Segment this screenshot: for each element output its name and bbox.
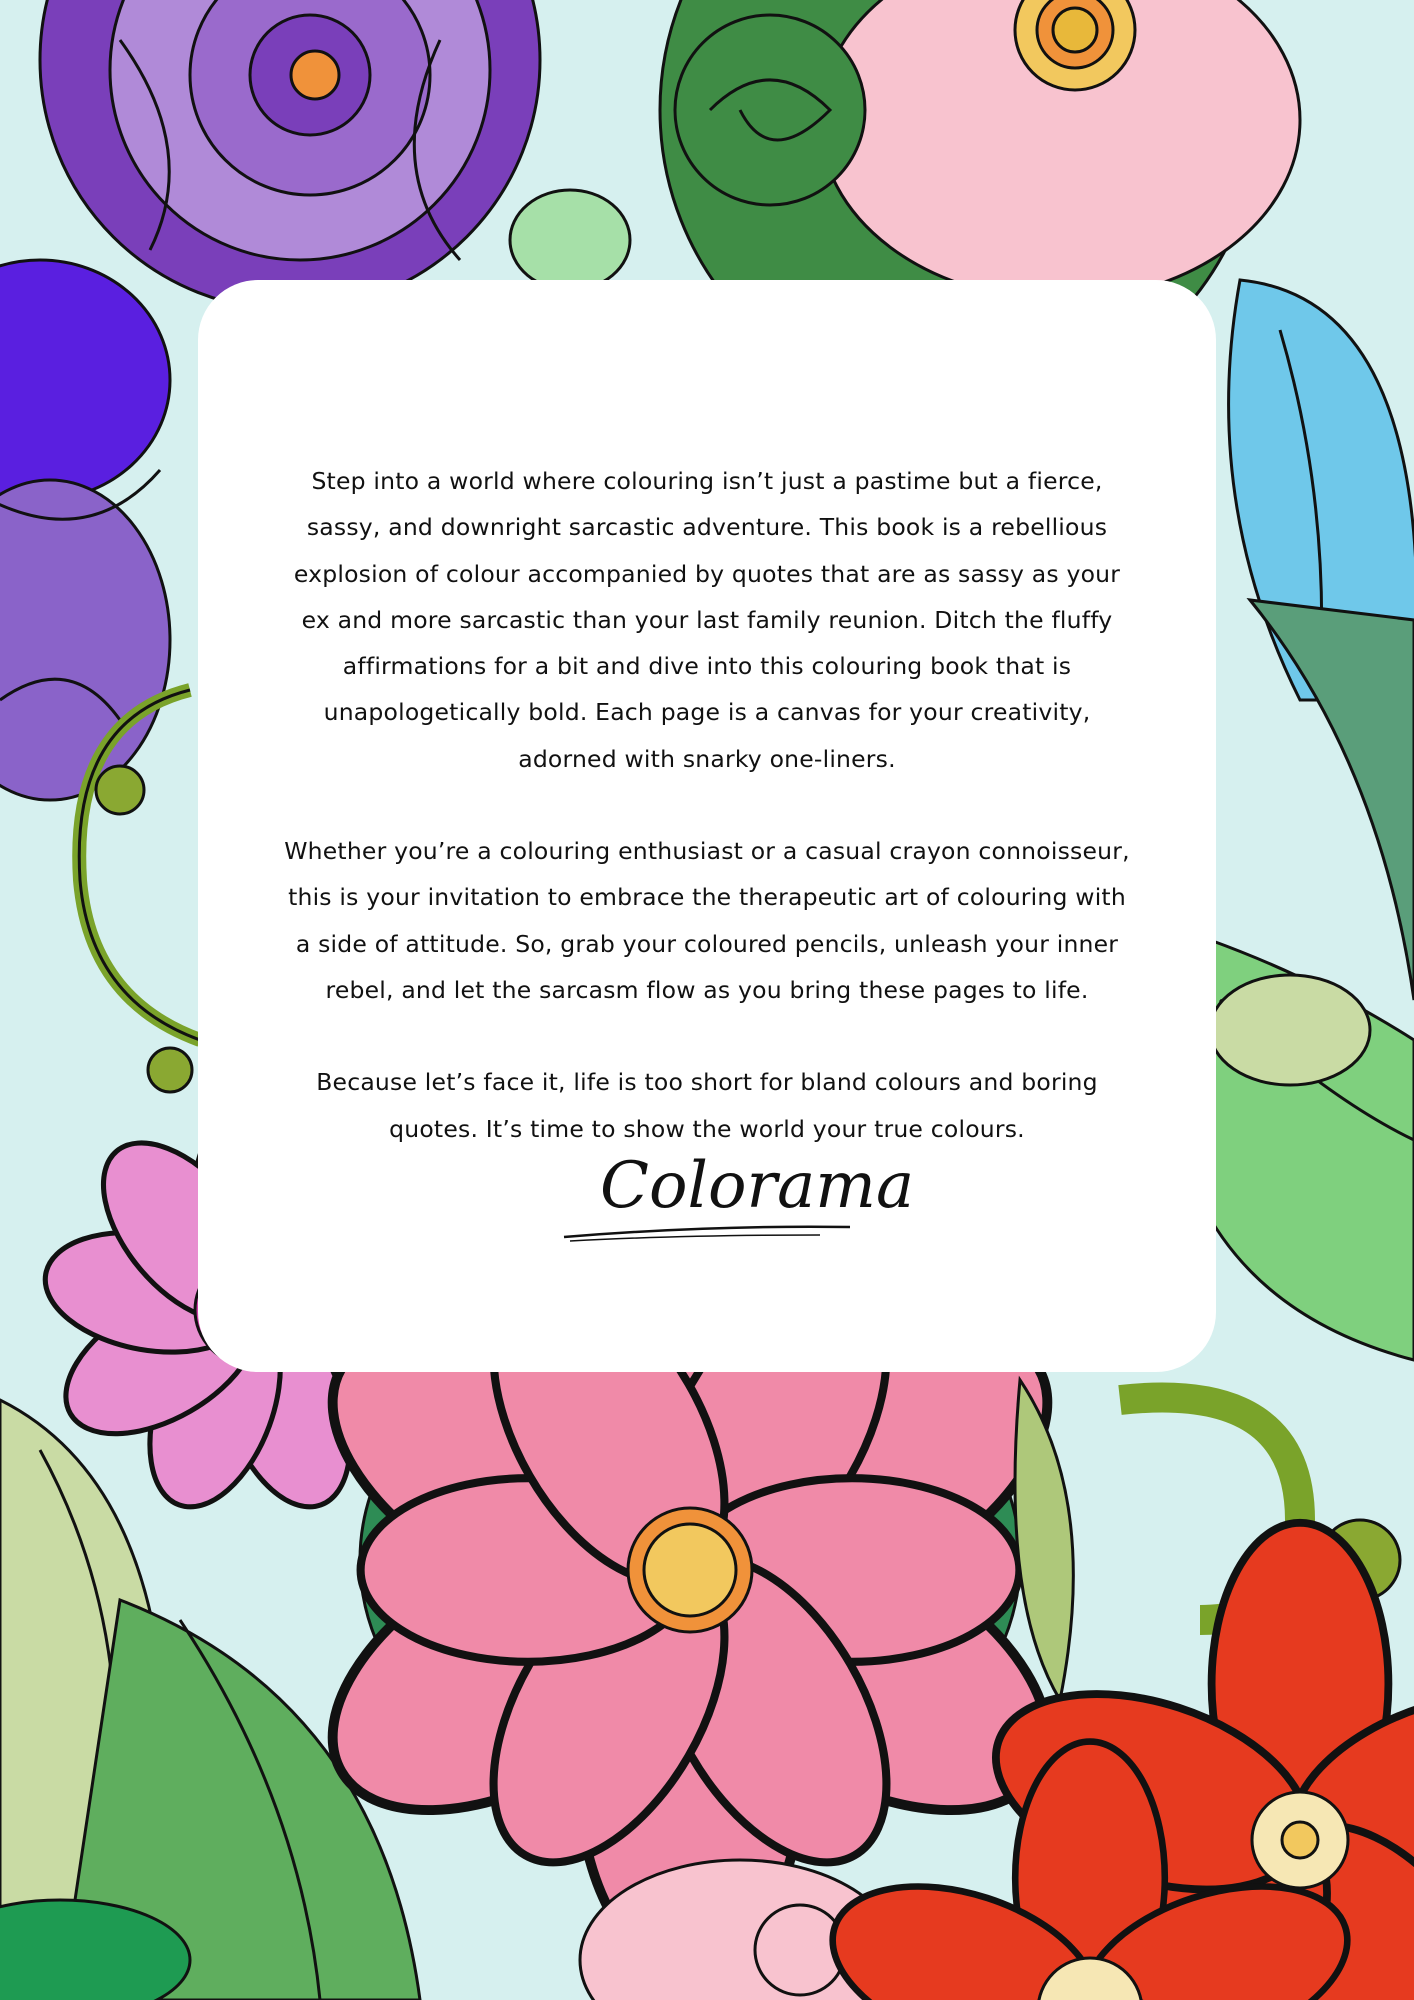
intro-paragraph: Step into a world where colouring isn’t just a pastime but a fierce, sassy, and downright sarcastic adventure. This book is a rebellious explosion of colour accompanied by quotes that are as sassy as your ex and more sarcastic than your last family reunion. Ditch the fluffy affirmations for a bit and dive into this colouring book that is unapologetically bold. Each page is a canvas for your creativity, adorned with snarky one-liners. [293, 467, 1121, 773]
intro-card [198, 280, 1216, 1372]
intro-paragraph: Because let’s face it, life is too short for bland colours and boring quotes. It’s time to show the world your true colours. [316, 1068, 1098, 1143]
intro-text [278, 458, 1136, 1198]
intro-paragraph: Whether you’re a colouring enthusiast or a casual crayon connoisseur, this is your invitation to embrace the therapeutic art of colouring with a side of attitude. So, grab your coloured pencils, unleash your inner rebel, and let the sarcasm flow as you bring these pages to life. [284, 837, 1130, 1004]
signature-text: Colorama [600, 1149, 915, 1223]
colorama-signature [560, 1135, 915, 1245]
